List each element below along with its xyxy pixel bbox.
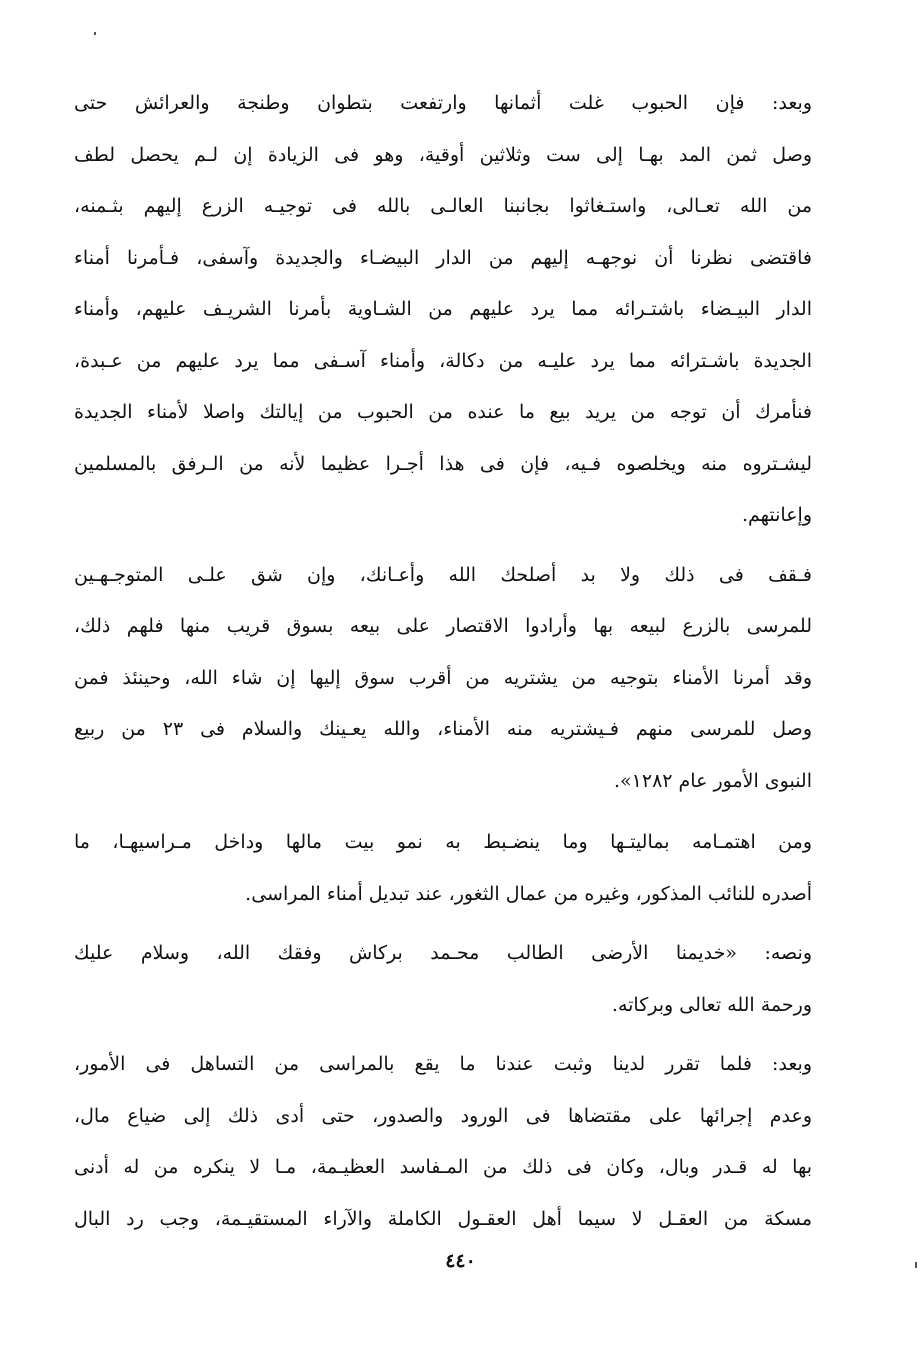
text-line: وبعد: فلما تقرر لدينا وثبت عندنا ما يقع بالمراسى من التساهل فى الأمور، — [74, 1053, 812, 1075]
paragraph-gap — [74, 1031, 812, 1039]
text-line: وصل للمرسى منهم فـيشتريه منه الأمناء، والله يعـينك والسلام فى ٢٣ من ربيع — [74, 718, 812, 740]
text-line: فاقتضى نظرنا أن نوجهـه إليهم من الدار البيضـاء والجديدة وآسفى، فـأمرنا أمناء — [74, 246, 812, 269]
text-line: ومن اهتمـامه بماليتـها وما ينضـبط به نمو بيت مالها وداخل مـراسيهـا، ما — [74, 831, 812, 853]
text-line: الجديدة باشـترائه مما يرد عليـه من دكالة، وأمناء آسـفى مما يرد عليهم من عـبدة، — [74, 349, 812, 372]
paragraph-gap — [74, 807, 812, 817]
scan-speck — [94, 32, 96, 35]
page-body — [74, 78, 812, 1245]
paragraph-gap — [74, 920, 812, 928]
text-line: وقد أمرنا الأمناء بتوجيه من يشتريه من أقرب سوق إليها إن شاء الله، وحينئذ فمن — [74, 666, 812, 689]
text-line: وإعانتهم. — [741, 504, 812, 526]
text-line: ورحمة الله تعالى وبركاته. — [611, 993, 812, 1016]
text-line: من الله تعـالى، واستـغاثوا بجانبنا العالـى بالله فى توجيـه الزرع إليهم بثـمنه، — [74, 195, 812, 217]
scan-speck — [915, 1262, 917, 1268]
paragraph-3 — [74, 817, 812, 920]
text-line: النبوى الأمور عام ١٢٨٢». — [613, 769, 812, 792]
paragraph-2 — [74, 550, 812, 808]
paragraph-1 — [74, 78, 812, 542]
text-line: ونصه: «خديمنا الأرضى الطالب محـمد بركاش وفقك الله، وسلام عليك — [74, 942, 812, 964]
text-line: فـقف فى ذلك ولا بد أصلحك الله وأعـانك، وإن شق علـى المتوجـهـين — [74, 563, 812, 586]
paragraph-gap — [74, 542, 812, 550]
text-line: أصدره للنائب المذكور، وغيره من عمال الثغور، عند تبديل أمناء المراسى. — [245, 882, 812, 905]
text-line: وصل ثمن المد بهـا إلى ست وثلاثين أوقية، وهو فى الزيادة إن لـم يحصل لطف — [74, 143, 812, 166]
text-line: للمرسى بالزرع لبيعه بها وأرادوا الاقتصار على بيعه بسوق قريب منها فلهم ذلك، — [74, 615, 812, 637]
text-line: مسكة من العقـل لا سيما أهل العقـول الكاملة والآراء المستقيـمة، وجب رد البال — [74, 1207, 812, 1230]
paragraph-5 — [74, 1039, 812, 1245]
text-line: وعدم إجرائها على مقتضاها فى الورود والصدور، حتى أدى ذلك إلى ضياع مال، — [74, 1104, 812, 1127]
text-line: ليشـتروه منه ويخلصوه فـيه، فإن فى هذا أجـرا عظيما لأنه من الـرفق بالمسلمين — [74, 452, 812, 475]
text-line: بها له قـدر وبال، وكان فى ذلك من المـفاسد العظيـمة، مـا لا ينكره من له أدنى — [74, 1156, 812, 1178]
paragraph-4 — [74, 928, 812, 1031]
text-line: وبعد: فإن الحبوب غلت أثمانها وارتفعت بتطوان وطنجة والعرائش حتى — [74, 92, 812, 114]
text-line: فنأمرك أن توجه من يريد بيع ما عنده من الحبوب من إيالتك واصلا لأمناء الجديدة — [74, 401, 812, 423]
page-number: ٤٤٠ — [445, 1250, 476, 1272]
text-line: الدار البيـضاء باشتـرائه مما يرد عليهم من الشـاوية بأمرنا الشريـف عليهم، وأمناء — [74, 298, 812, 320]
